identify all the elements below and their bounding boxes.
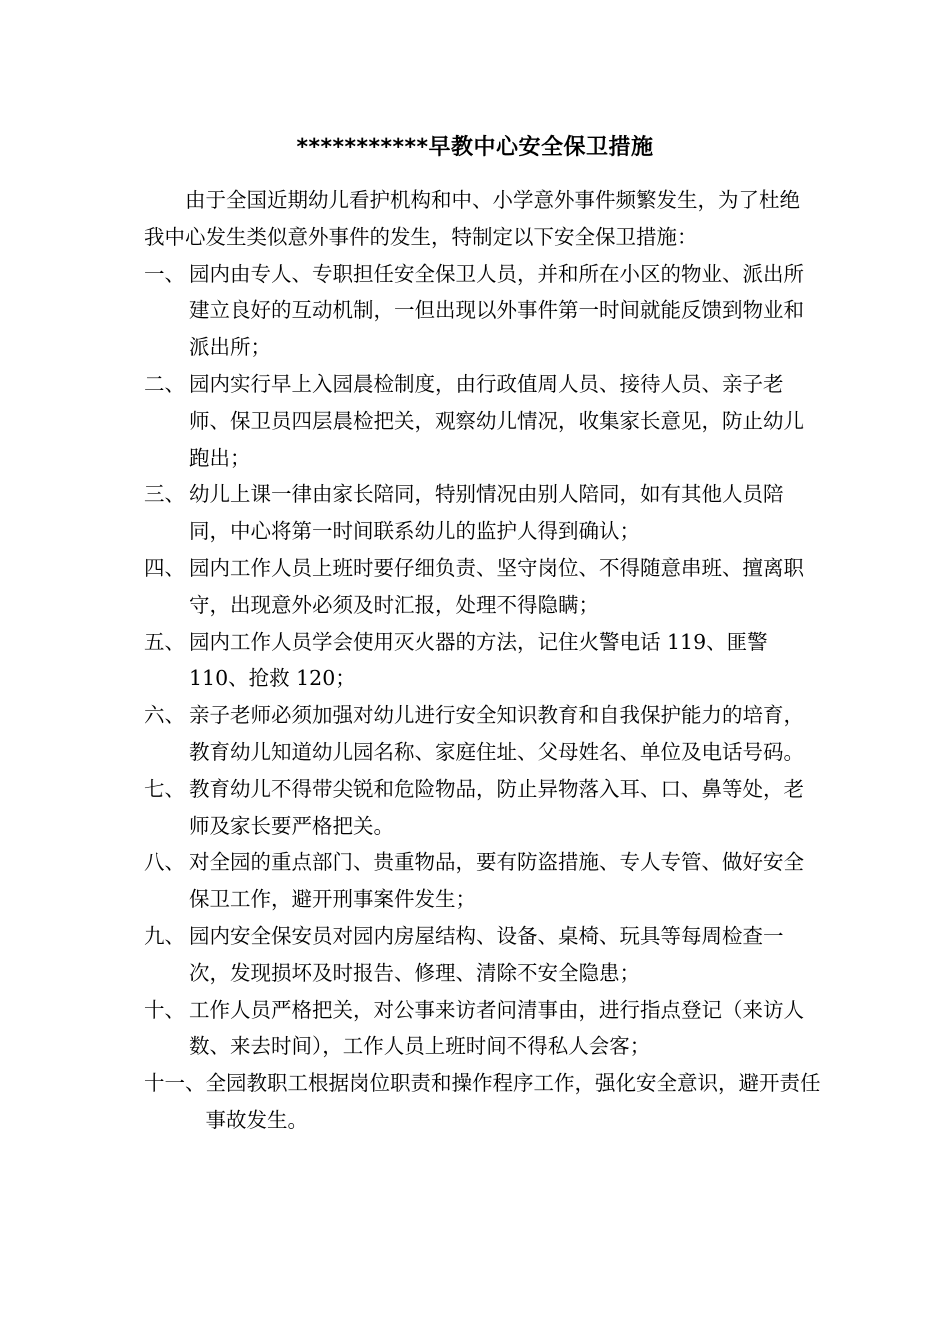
item-number: 二、	[144, 371, 185, 396]
item-text: 工作人员严格把关，对公事来访者问清事由，进行指点登记（来访人数、来去时间），工作人员上班时间不得私人会客；	[189, 997, 804, 1059]
list-item	[144, 550, 824, 624]
item-text: 园内安全保安员对园内房屋结构、设备、桌椅、玩具等每周检查一次，发现损坏及时报告、修理、清除不安全隐患；	[189, 923, 784, 985]
item-text: 对全园的重点部门、贵重物品，要有防盗措施、专人专管、做好安全保卫工作，避开刑事案件发生；	[189, 850, 804, 912]
item-number: 七、	[144, 776, 185, 801]
item-number: 五、	[144, 629, 185, 654]
list-item	[144, 918, 824, 992]
item-text: 园内工作人员学会使用灭火器的方法，记住火警电话 119、匪警 110、抢救 120；	[189, 629, 768, 691]
list-item	[144, 366, 824, 476]
item-number: 九、	[144, 923, 185, 948]
measures-list	[144, 256, 824, 1139]
list-item	[144, 697, 824, 771]
list-item	[144, 476, 824, 550]
document-body	[144, 182, 824, 1139]
item-number: 一、	[144, 261, 185, 286]
item-number: 三、	[144, 482, 185, 507]
list-item	[144, 1065, 824, 1139]
list-item	[144, 771, 824, 845]
item-number: 六、	[144, 703, 185, 728]
item-text: 亲子老师必须加强对幼儿进行安全知识教育和自我保护能力的培育，教育幼儿知道幼儿园名称、家庭住址、父母姓名、单位及电话号码。	[189, 703, 804, 764]
item-text: 教育幼儿不得带尖锐和危险物品，防止异物落入耳、口、鼻等处，老师及家长要严格把关。	[189, 776, 804, 838]
item-text: 幼儿上课一律由家长陪同，特别情况由别人陪同，如有其他人员陪同，中心将第一时间联系幼儿的监护人得到确认；	[189, 482, 784, 544]
item-number: 四、	[144, 555, 185, 580]
list-item	[144, 992, 824, 1066]
list-item	[144, 256, 824, 366]
item-text: 园内由专人、专职担任安全保卫人员，并和所在小区的物业、派出所建立良好的互动机制，一但出现以外事件第一时间就能反馈到物业和派出所；	[189, 261, 804, 360]
list-item	[144, 624, 824, 698]
item-text: 园内实行早上入园晨检制度，由行政值周人员、接待人员、亲子老师、保卫员四层晨检把关，观察幼儿情况，收集家长意见，防止幼儿跑出；	[189, 371, 804, 470]
intro-paragraph: 由于全国近期幼儿看护机构和中、小学意外事件频繁发生，为了杜绝我中心发生类似意外事件的发生，特制定以下安全保卫措施：	[144, 188, 800, 249]
list-item	[144, 844, 824, 918]
item-text: 全园教职工根据岗位职责和操作程序工作，强化安全意识，避开责任事故发生。	[205, 1071, 821, 1132]
item-number: 十、	[144, 997, 185, 1022]
item-number: 八、	[144, 850, 185, 875]
item-number: 十一、	[144, 1071, 206, 1096]
document-title: ***********早教中心安全保卫措施	[296, 135, 654, 160]
item-text: 园内工作人员上班时要仔细负责、坚守岗位、不得随意串班、擅离职守，出现意外必须及时汇报，处理不得隐瞒；	[189, 555, 804, 617]
